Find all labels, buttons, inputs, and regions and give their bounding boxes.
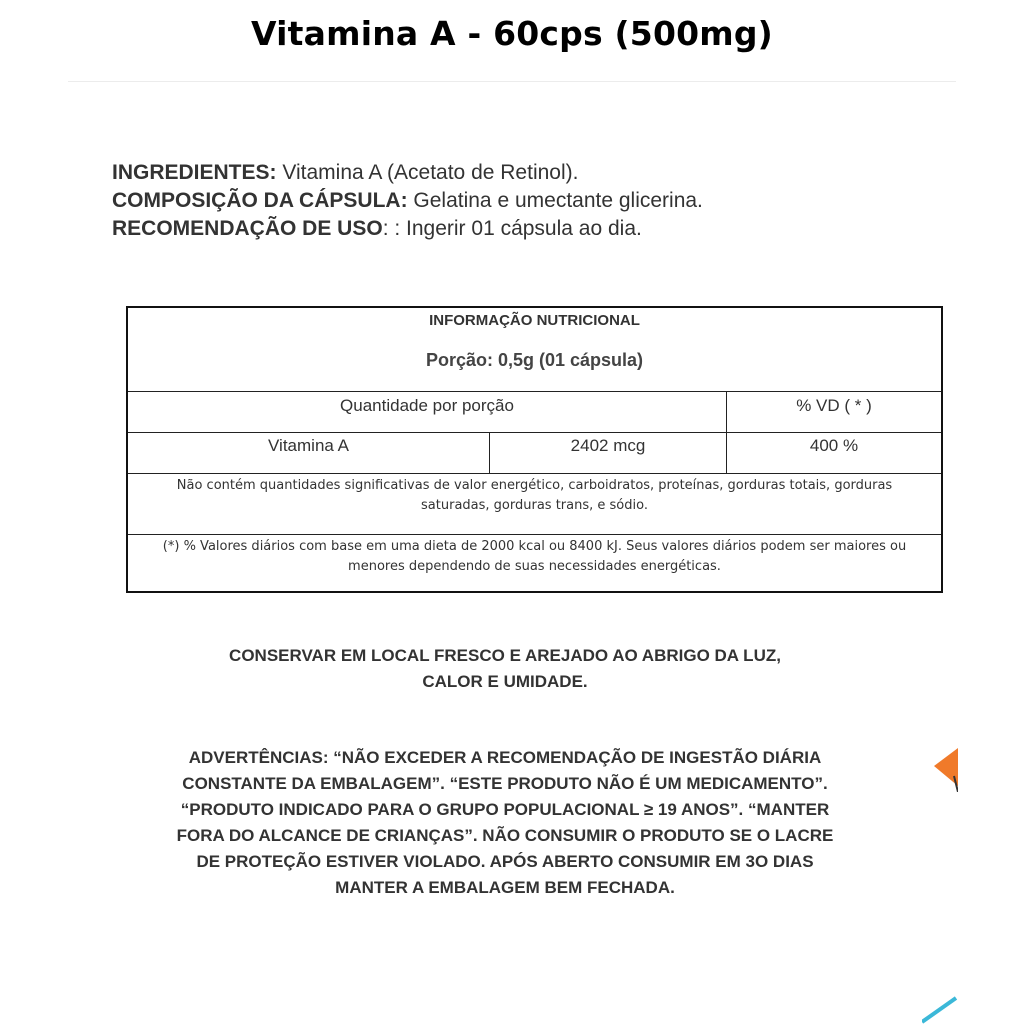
ingredients-line — [112, 159, 703, 187]
warning-line: FORA DO ALCANCE DE CRIANÇAS”. NÃO CONSUMIR O PRODUTO SE O LACRE — [176, 826, 834, 845]
nutrient-amount: 2402 mcg — [489, 433, 726, 473]
daily-values-footnote — [128, 535, 941, 577]
footnote-line-2: menores dependendo de suas necessidades energéticas. — [348, 559, 721, 574]
usage-recommendation-line — [112, 215, 703, 243]
nutrition-facts-table — [126, 306, 943, 593]
storage-line: CALOR E UMIDADE. — [422, 672, 588, 691]
cyan-corner-decoration — [922, 996, 958, 1024]
capsule-composition-key: COMPOSIÇÃO DA CÁPSULA: — [112, 189, 408, 212]
usage-recommendation-key: RECOMENDAÇÃO DE USO — [112, 217, 383, 240]
warning-line: MANTER A EMBALAGEM BEM FECHADA. — [335, 878, 675, 897]
nutrition-columns-row — [128, 392, 941, 433]
capsule-composition-value: Gelatina e umectante glicerina. — [407, 189, 703, 212]
nutrient-daily-value: 400 % — [726, 433, 941, 473]
ingredients-key: INGREDIENTES: — [112, 161, 277, 184]
nutrient-name: Vitamina A — [268, 436, 349, 455]
orange-corner-decoration — [934, 746, 958, 792]
page-title: Vitamina A - 60cps (500mg) — [251, 14, 773, 53]
portion-size: Porção: 0,5g (01 cápsula) — [425, 350, 644, 370]
nutrition-note-line-1: Não contém quantidades significativas de valor energético, carboidratos, proteínas, gorduras totais, gorduras — [176, 478, 893, 493]
nutrition-header-row — [128, 308, 941, 392]
daily-value-header: % VD ( * ) — [726, 392, 941, 432]
warning-line: ADVERTÊNCIAS: “NÃO EXCEDER A RECOMENDAÇÃO DE INGESTÃO DIÁRIA — [188, 748, 822, 767]
capsule-composition-line — [112, 187, 703, 215]
nutrition-note-line-2: saturadas, gorduras trans, e sódio. — [421, 498, 648, 513]
quantity-per-portion-header: Quantidade por porção — [340, 396, 514, 415]
storage-instructions — [0, 643, 1010, 695]
storage-line: CONSERVAR EM LOCAL FRESCO E AREJADO AO ABRIGO DA LUZ, — [229, 646, 781, 665]
ingredients-value: Vitamina A (Acetato de Retinol). — [276, 161, 579, 184]
title-divider — [68, 81, 956, 82]
footnote-line-1: (*) % Valores diários com base em uma dieta de 2000 kcal ou 8400 kJ. Seus valores diários podem ser maiores ou — [162, 539, 907, 554]
nutrition-header: INFORMAÇÃO NUTRICIONAL — [429, 312, 640, 329]
cyan-stripe-shape — [922, 998, 956, 1022]
warning-line: DE PROTEÇÃO ESTIVER VIOLADO. APÓS ABERTO CONSUMIR EM 3O DIAS — [196, 852, 814, 871]
nutrition-note-row — [128, 474, 941, 535]
warnings-block — [0, 745, 1010, 901]
nutrient-row — [128, 433, 941, 474]
usage-recommendation-value: : : Ingerir 01 cápsula ao dia. — [382, 217, 642, 240]
warning-line: “PRODUTO INDICADO PARA O GRUPO POPULACIONAL ≥ 19 ANOS”. “MANTER — [180, 800, 830, 819]
product-info — [112, 159, 703, 243]
warning-line: CONSTANTE DA EMBALAGEM”. “ESTE PRODUTO NÃO É UM MEDICAMENTO”. — [182, 774, 828, 793]
